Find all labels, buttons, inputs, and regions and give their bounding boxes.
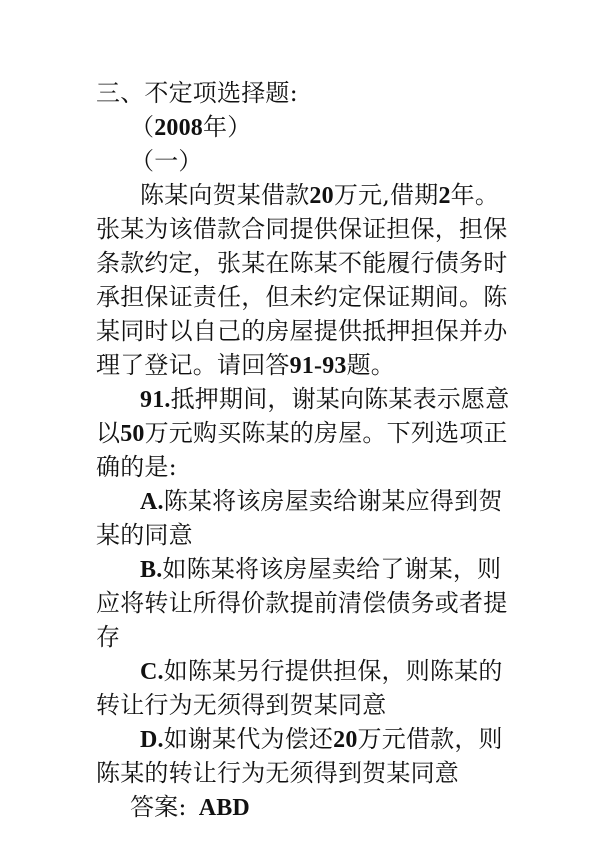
option-a: A.陈某将该房屋卖给谢某应得到贺 — [140, 487, 503, 515]
option-c: C.如陈某另行提供担保，则陈某的 — [140, 657, 503, 685]
paragraph-line: 陈某向贺某借款20万元,借期2年。 — [140, 181, 500, 209]
question-91-line-2: 以50万元购买陈某的房屋。下列选项正 — [96, 419, 508, 447]
answer-line: 答案: ABD — [130, 793, 250, 821]
option-a-cont: 某的同意 — [96, 521, 193, 549]
option-b: B.如陈某将该房屋卖给了谢某，则 — [140, 555, 502, 583]
paragraph-line: 承担保证责任，但未约定保证期间。陈 — [96, 283, 508, 311]
section-title: 三、不定项选择题: — [96, 79, 298, 107]
option-d: D.如谢某代为偿还20万元借款，则 — [140, 725, 503, 753]
part-heading: （一） — [130, 147, 203, 175]
question-91-line-3: 确的是: — [96, 453, 177, 481]
option-b-cont: 应将转让所得价款提前清偿债务或者提 — [96, 589, 508, 617]
option-c-cont: 转让行为无须得到贺某同意 — [96, 691, 387, 719]
paragraph-line: 某同时以自己的房屋提供抵押担保并办 — [96, 317, 508, 345]
paragraph-line: 理了登记。请回答91-93题。 — [96, 351, 396, 379]
paragraph-line: 张某为该借款合同提供保证担保，担保 — [96, 215, 508, 243]
option-b-cont-2: 存 — [96, 623, 121, 651]
year-heading: （2008年） — [130, 113, 252, 141]
option-d-cont: 陈某的转让行为无须得到贺某同意 — [96, 759, 459, 787]
paragraph-line: 条款约定，张某在陈某不能履行债务时 — [96, 249, 508, 277]
question-91-line-1: 91.抵押期间，谢某向陈某表示愿意 — [140, 385, 510, 413]
